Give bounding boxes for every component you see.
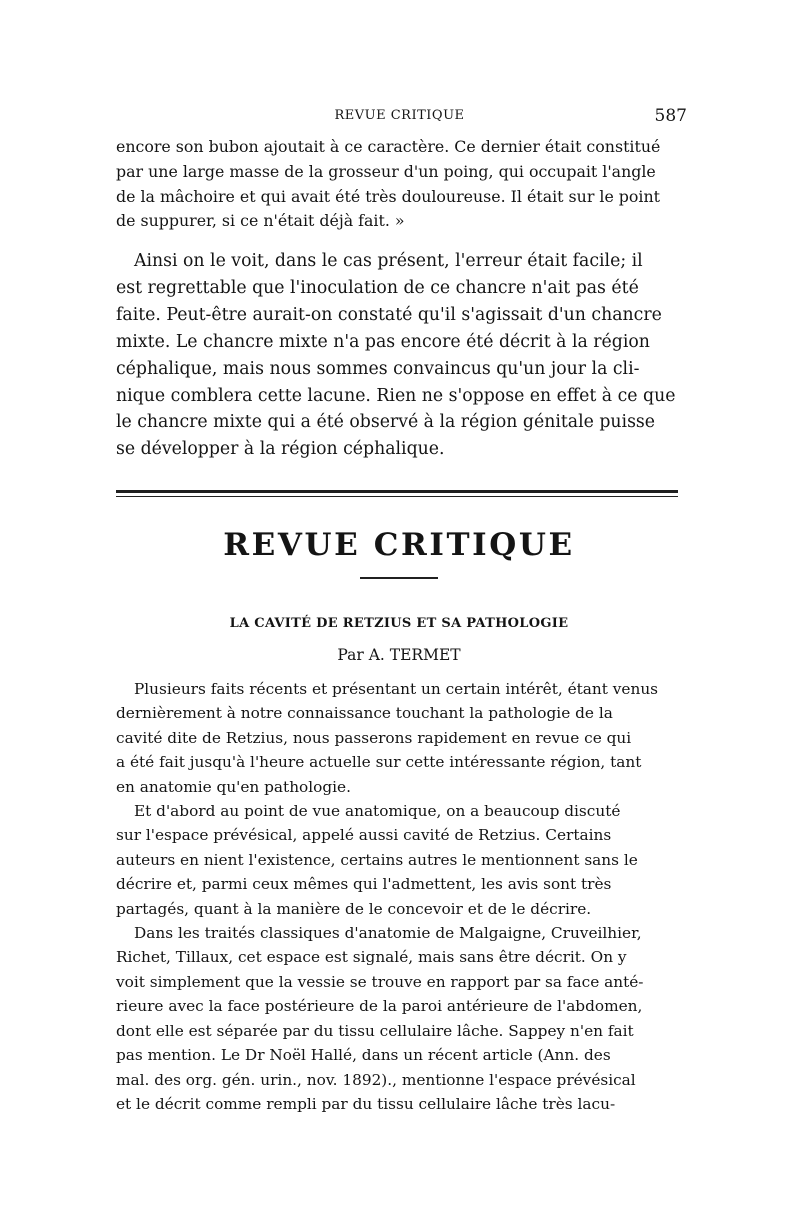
text-line: en anatomie qu'en pathologie. — [116, 777, 351, 796]
article-body — [116, 677, 682, 1116]
text-line: de suppurer, si ce n'était déjà fait. » — [116, 211, 405, 231]
text-line: dernièrement à notre connaissance touchant la pathologie de la — [116, 704, 613, 723]
page-number: 587 — [654, 106, 687, 126]
text-line: mixte. Le chancre mixte n'a pas encore été décrit à la région — [116, 331, 650, 352]
text-line: de la mâchoire et qui avait été très douloureuse. Il était sur le point — [116, 186, 661, 206]
text-line: est regrettable que l'inoculation de ce chancre n'ait pas été — [116, 277, 639, 298]
text-line: faite. Peut-être aurait-on constaté qu'il s'agissait d'un chancre — [116, 304, 662, 325]
running-title: REVUE CRITIQUE — [334, 108, 465, 123]
text-line: céphalique, mais nous sommes convaincus qu'un jour la cli- — [116, 358, 640, 379]
text-line: Ainsi on le voit, dans le cas présent, l'erreur était facile; il — [134, 251, 643, 271]
text-line: Et d'abord au point de vue anatomique, on a beaucoup discuté — [134, 802, 621, 821]
text-line: décrire et, parmi ceux mêmes qui l'admettent, les avis sont très — [116, 875, 612, 894]
text-line: mal. des org. gén. urin., nov. 1892)., mentionne l'espace prévésical — [116, 1070, 636, 1089]
text-line: nique comblera cette lacune. Rien ne s'oppose en effet à ce que — [116, 385, 676, 406]
running-header — [112, 106, 687, 130]
text-line: se développer à la région céphalique. — [116, 439, 445, 460]
text-line: encore son bubon ajoutait à ce caractère. Ce dernier était constitué — [116, 137, 661, 156]
article-title: LA CAVITÉ DE RETZIUS ET SA PATHOLOGIE — [229, 616, 569, 631]
text-line: Richet, Tillaux, cet espace est signalé, mais sans être décrit. On y — [116, 948, 627, 967]
previous-article-ending — [116, 135, 682, 234]
text-line: cavité dite de Retzius, nous passerons rapidement en revue ce qui — [116, 728, 632, 747]
text-line: par une large masse de la grosseur d'un poing, qui occupait l'angle — [116, 161, 656, 181]
text-line: sur l'espace prévésical, appelé aussi cavité de Retzius. Certains — [116, 826, 612, 845]
text-line: a été fait jusqu'à l'heure actuelle sur cette intéressante région, tant — [116, 753, 642, 772]
section-divider-thin — [116, 496, 678, 497]
text-line: et le décrit comme rempli par du tissu cellulaire lâche très lacu- — [116, 1094, 616, 1113]
section-divider-thick — [116, 490, 678, 493]
text-line: Dans les traités classiques d'anatomie de Malgaigne, Cruveilhier, — [134, 924, 642, 943]
text-line: partagés, quant à la manière de le concevoir et de le décrire. — [116, 899, 592, 918]
text-line: le chancre mixte qui a été observé à la région génitale puisse — [116, 412, 656, 433]
title-underline — [360, 577, 438, 579]
text-line: rieure avec la face postérieure de la paroi antérieure de l'abdomen, — [116, 997, 643, 1016]
previous-article-closing-paragraph — [116, 248, 682, 463]
text-line: voit simplement que la vessie se trouve en rapport par sa face anté- — [116, 972, 644, 991]
article-byline: Par A. TERMET — [337, 646, 461, 664]
text-line: pas mention. Le Dr Noël Hallé, dans un récent article (Ann. des — [116, 1046, 611, 1065]
text-line: auteurs en nient l'existence, certains autres le mentionnent sans le — [116, 850, 638, 869]
text-line: dont elle est séparée par du tissu cellulaire lâche. Sappey n'en fait — [116, 1021, 634, 1040]
section-title: REVUE CRITIQUE — [223, 527, 575, 563]
text-line: Plusieurs faits récents et présentant un certain intérêt, étant venus — [134, 680, 659, 698]
